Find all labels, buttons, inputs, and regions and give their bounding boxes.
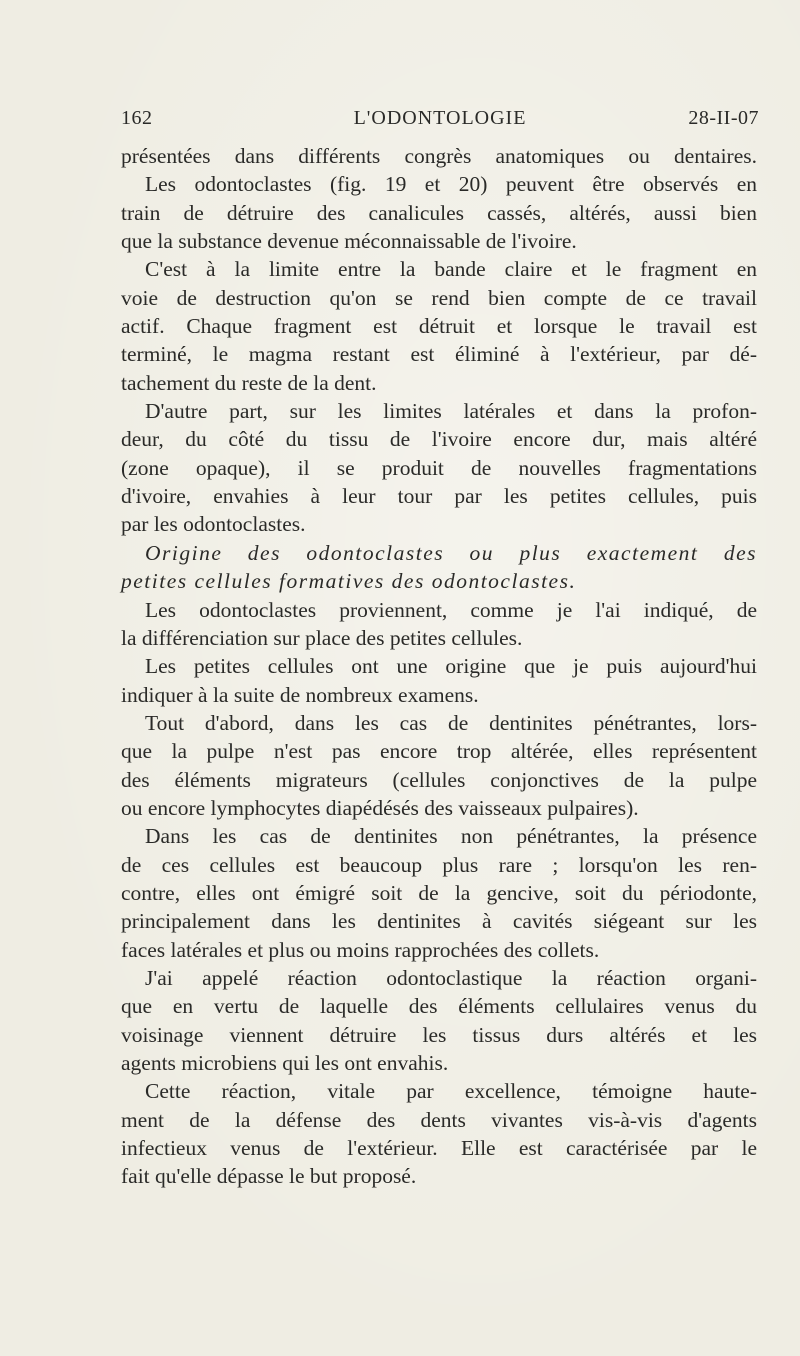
text-line: indiquer à la suite de nombreux examens. bbox=[121, 682, 479, 707]
text-line: principalement dans les dentinites à cavités siégeant sur les bbox=[121, 909, 757, 934]
text-line: D'autre part, sur les limites latérales et dans la profon- bbox=[145, 399, 757, 424]
text-line: deur, du côté du tissu de l'ivoire encore dur, mais altéré bbox=[121, 427, 757, 452]
text-line: faces latérales et plus ou moins rapprochées des collets. bbox=[121, 937, 600, 962]
text-line: de ces cellules est beaucoup plus rare ; lorsqu'on les ren- bbox=[121, 852, 757, 877]
text-line: J'ai appelé réaction odontoclastique la réaction organi- bbox=[145, 965, 757, 990]
text-line: par les odontoclastes. bbox=[121, 512, 306, 537]
text-line: que en vertu de laquelle des éléments cellulaires venus du bbox=[121, 994, 757, 1019]
text-line: la différenciation sur place des petites cellules. bbox=[121, 625, 523, 650]
page-number: 162 bbox=[121, 107, 153, 129]
text-line: que la pulpe n'est pas encore trop altérée, elles représentent bbox=[121, 739, 757, 764]
text-line: actif. Chaque fragment est détruit et lorsque le travail est bbox=[121, 314, 757, 339]
text-line: présentées dans différents congrès anatomiques ou dentaires. bbox=[121, 144, 757, 168]
text-line: (zone opaque), il se produit de nouvelles fragmentations bbox=[121, 455, 757, 480]
section-heading-line: petites cellules formatives des odontoclastes. bbox=[121, 569, 577, 594]
text-line: voie de destruction qu'on se rend bien compte de ce travail bbox=[121, 285, 757, 310]
text-line: contre, elles ont émigré soit de la gencive, soit du périodonte, bbox=[121, 880, 757, 905]
text-line: voisinage viennent détruire les tissus durs altérés et les bbox=[121, 1022, 757, 1047]
text-line: Cette réaction, vitale par excellence, témoigne haute- bbox=[145, 1079, 757, 1104]
body-text bbox=[121, 142, 757, 1191]
text-line: infectieux venus de l'extérieur. Elle est caractérisée par le bbox=[121, 1136, 757, 1161]
text-line: train de détruire des canalicules cassés, altérés, aussi bien bbox=[121, 200, 757, 225]
text-line: Les petites cellules ont une origine que je puis aujourd'hui bbox=[145, 654, 757, 679]
text-line: que la substance devenue méconnaissable de l'ivoire. bbox=[121, 229, 577, 254]
running-header bbox=[121, 107, 759, 135]
text-line: Les odontoclastes (fig. 19 et 20) peuvent être observés en bbox=[145, 172, 757, 197]
text-line: agents microbiens qui les ont envahis. bbox=[121, 1051, 449, 1075]
text-line: d'ivoire, envahies à leur tour par les petites cellules, puis bbox=[121, 484, 757, 509]
text-line: fait qu'elle dépasse le but proposé. bbox=[121, 1164, 417, 1189]
text-line: des éléments migrateurs (cellules conjonctives de la pulpe bbox=[121, 767, 757, 792]
issue-date: 28-II-07 bbox=[688, 107, 759, 129]
section-heading-line: Origine des odontoclastes ou plus exactement des bbox=[145, 540, 757, 565]
text-line: Les odontoclastes proviennent, comme je l'ai indiqué, de bbox=[145, 597, 757, 622]
text-line: C'est à la limite entre la bande claire et le fragment en bbox=[145, 257, 757, 282]
text-line: terminé, le magma restant est éliminé à l'extérieur, par dé- bbox=[121, 342, 757, 367]
text-line: ou encore lymphocytes diapédésés des vaisseaux pulpaires). bbox=[121, 795, 639, 820]
journal-title: L'ODONTOLOGIE bbox=[353, 107, 527, 129]
text-line: Dans les cas de dentinites non pénétrantes, la présence bbox=[145, 824, 757, 849]
text-line: tachement du reste de la dent. bbox=[121, 370, 377, 395]
text-line: ment de la défense des dents vivantes vis-à-vis d'agents bbox=[121, 1107, 757, 1132]
text-line: Tout d'abord, dans les cas de dentinites pénétrantes, lors- bbox=[145, 710, 757, 735]
